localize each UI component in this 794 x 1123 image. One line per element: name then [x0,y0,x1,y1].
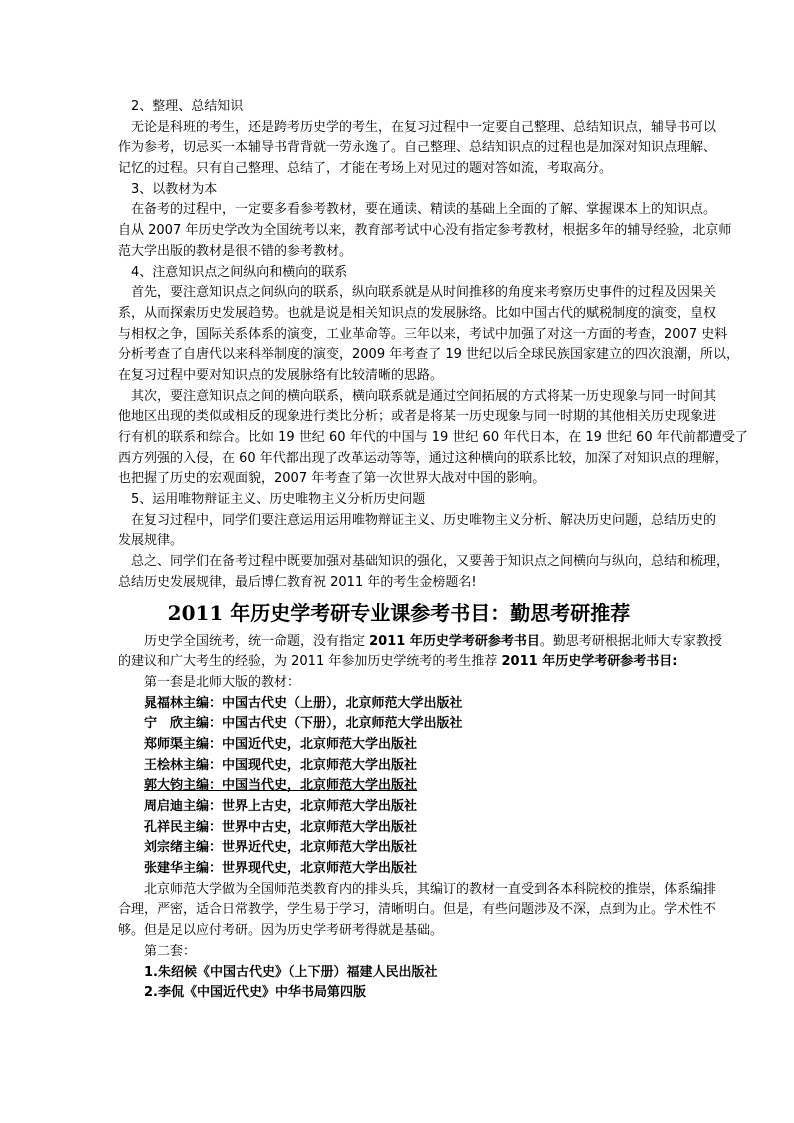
section-heading: 4、注意知识点之间纵向和横向的联系 [131,264,348,280]
book-item: 郑师渠主编：中国近代史，北京师范大学出版社 [144,736,418,752]
paragraph-line: 也把握了历史的宏观面貌，2007 年考查了第一次世界大战对中国的影响。 [118,471,546,487]
paragraph-line: 分析考查了自唐代以来科举制度的演变，2009 年考查了 19 世纪以后全球民族国家建立的四次浪潮，所以， [118,347,740,363]
paragraph-line: 在复习过程中要对知识点的发展脉络有比较清晰的思路。 [118,367,444,383]
comment-line: 北京师范大学做为全国师范类教育内的排头兵，其编订的教材一直受到各本科院校的推崇，体系编排 [144,881,717,897]
paragraph-line: 与相权之争，国际关系体系的演变，工业革命等。三年以来，考试中加强了对这一方面的考查，2007 史料 [118,326,728,342]
book-item: 晁福林主编：中国古代史（上册），北京师范大学出版社 [144,695,463,711]
set1-label: 第一套是北师大版的教材： [144,674,301,690]
section-heading: 2、整理、总结知识 [131,99,244,114]
intro-line [118,652,680,673]
set2-label: 第二套： [144,943,197,959]
intro-text: 。勤思考研根据北师大专家教授 [539,633,722,649]
paragraph-line: 无论是科班的考生，还是跨考历史学的考生，在复习过程中一定要自己整理、总结知识点，辅导书可以 [131,119,717,135]
book-item: 周启迪主编：世界上古史，北京师范大学出版社 [144,799,418,814]
set2-item: 1.朱绍候《中国古代史》（上下册）福建人民出版社 [144,964,438,980]
paragraph-line: 行有机的联系和综合。比如 19 世纪 60 年代的中国与 19 世纪 60 年代日本，在 19 世纪 60 年代前都遭受了 [118,430,748,445]
section-heading: 5、运用唯物辩证主义、历史唯物主义分析历史问题 [131,492,426,508]
paragraph-line: 其次，要注意知识点之间的横向联系，横向联系就是通过空间拓展的方式将某一历史现象与同一时间其 [131,388,717,404]
document-body [118,97,748,1004]
paragraph-line: 首先，要注意知识点之间纵向的联系，纵向联系就是从时间推移的角度来考察历史事件的过程及因果关 [131,285,717,301]
paragraph-line: 西方列强的入侵，在 60 年代都出现了改革运动等等，通过这种横向的联系比较，加深了对知识点的理解， [118,450,728,466]
paragraph-line: 自从 2007 年历史学改为全国统考以来，教育部考试中心没有指定参考教材，根据多年的辅导经验，北京师 [118,223,732,239]
intro-bold-text: 2011 年历史学考研参考书目: [501,654,678,670]
book-item: 郭大钧主编：中国当代史，北京师范大学出版社 [144,778,418,794]
paragraph-line: 记忆的过程。只有自己整理、总结了，才能在考场上对见过的题对答如流，考取高分。 [118,161,613,177]
comment-line: 合理，严密，适合日常教学，学生易于学习，清晰明白。但是，有些问题涉及不深，点到为止。学术性不 [118,902,717,918]
paragraph-line: 在备考的过程中，一定要多看参考教材，要在通读、精读的基础上全面的了解、掌握课本上的知识点。 [131,202,717,218]
comment-line: 够。但是足以应付考研。因为历史学考研考得就是基础。 [118,923,444,939]
book-item: 孔祥民主编：世界中古史，北京师范大学出版社 [144,819,418,835]
paragraph-line: 总结历史发展规律，最后博仁教育祝 2011 年的考生金榜题名! [118,574,477,590]
article-title: 2011 年历史学考研专业课参考书目：勤思考研推荐 [167,600,631,625]
paragraph-line: 作为参考，切忌买一本辅导书背背就一劳永逸了。自己整理、总结知识点的过程也是加深对知识点理解、 [118,140,717,156]
paragraph-line: 发展规律。 [118,533,184,549]
paragraph-line: 系，从而探索历史发展趋势。也就是说是相关知识点的发展脉络。比如中国古代的赋税制度的演变，皇权 [118,305,717,321]
intro-bold-text: 2011 年历史学考研参考书目 [369,633,540,649]
set2-item: 2.李侃《中国近代史》中华书局第四版 [144,985,366,1001]
book-item: 宁 欣主编：中国古代史（下册），北京师范大学出版社 [144,716,463,732]
section-heading: 3、以教材为本 [131,181,218,197]
intro-text: 历史学全国统考，统一命题，没有指定 [144,633,370,649]
paragraph-line: 总之、同学们在备考过程中既要加强对基础知识的强化，又要善于知识点之间横向与纵向，总结和梳理， [131,554,730,570]
book-item: 张建华主编：世界现代史，北京师范大学出版社 [144,861,418,877]
intro-text: 的建议和广大考生的经验，为 2011 年参加历史学统考的考生推荐 [118,654,502,670]
book-item: 刘宗绪主编：世界近代史，北京师范大学出版社 [144,840,418,856]
paragraph-line: 范大学出版的教材是很不错的参考教材。 [118,243,353,259]
book-item: 王桧林主编：中国现代史，北京师范大学出版社 [144,757,418,773]
paragraph-line: 他地区出现的类似或相反的现象进行类比分析；或者是将某一历史现象与同一时期的其他相关历史现象进 [118,409,717,425]
paragraph-line: 在复习过程中，同学们要注意运用运用唯物辩证主义、历史唯物主义分析、解决历史问题，总结历史的 [131,512,717,528]
intro-line [118,632,722,653]
